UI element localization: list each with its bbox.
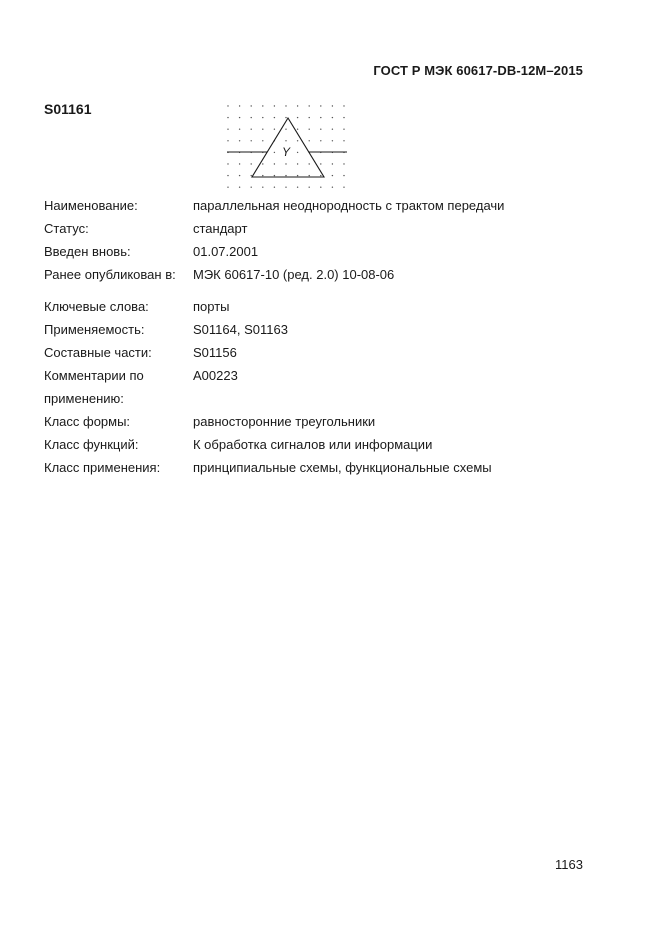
- attribute-label: Наименование:: [44, 198, 138, 213]
- attribute-value: параллельная неоднородность с трактом передачи: [193, 198, 505, 213]
- attribute-row-comments-cont: [44, 387, 504, 410]
- grid-dot: [297, 163, 298, 164]
- grid-dot: [320, 105, 321, 106]
- grid-dot: [227, 117, 228, 118]
- symbol-code: S01161: [44, 101, 92, 117]
- grid-dot: [320, 140, 321, 141]
- attribute-row-status: [44, 217, 504, 240]
- attribute-value: равносторонние треугольники: [193, 414, 376, 429]
- grid-dot: [274, 175, 275, 176]
- grid-dot: [239, 105, 240, 106]
- grid-dot: [227, 129, 228, 130]
- grid-dot: [320, 163, 321, 164]
- grid-dot: [309, 175, 310, 176]
- grid-dot: [274, 105, 275, 106]
- grid-dot: [239, 163, 240, 164]
- attribute-label: Класс функций:: [44, 437, 139, 452]
- attribute-label: Составные части:: [44, 345, 152, 360]
- attribute-label: Статус:: [44, 221, 89, 236]
- attribute-value: 01.07.2001: [193, 244, 259, 259]
- grid-dot: [262, 140, 263, 141]
- attribute-value: МЭК 60617-10 (ред. 2.0) 10-08-06: [193, 267, 395, 282]
- attribute-row-keywords: [44, 295, 504, 318]
- grid-dot: [251, 105, 252, 106]
- attribute-value: A00223: [193, 368, 238, 383]
- grid-dot: [262, 105, 263, 106]
- grid-dot: [320, 117, 321, 118]
- grid-dot: [227, 105, 228, 106]
- grid-dot: [343, 129, 344, 130]
- attribute-row-introduced: [44, 240, 504, 263]
- attribute-row-previously-published: [44, 263, 504, 286]
- grid-dot: [251, 129, 252, 130]
- attribute-label: Ключевые слова:: [44, 299, 149, 314]
- grid-dot: [320, 187, 321, 188]
- attribute-row-comments: [44, 364, 504, 387]
- attribute-value: К обработка сигналов или информации: [193, 437, 433, 452]
- grid-dot: [227, 175, 228, 176]
- attribute-value: принципиальные схемы, функциональные схемы: [193, 460, 492, 475]
- grid-dot: [297, 175, 298, 176]
- grid-dot: [274, 129, 275, 130]
- grid-dot: [251, 140, 252, 141]
- grid-dot: [343, 187, 344, 188]
- grid-dot: [251, 163, 252, 164]
- grid-dot: [285, 117, 286, 118]
- grid-dot: [343, 105, 344, 106]
- grid-dot: [285, 163, 286, 164]
- grid-dot: [343, 163, 344, 164]
- grid-dot: [309, 129, 310, 130]
- figure-letter: Y: [281, 145, 291, 159]
- grid-dot: [343, 117, 344, 118]
- page-number: 1163: [555, 857, 583, 872]
- grid-dot: [332, 163, 333, 164]
- grid-dot: [262, 117, 263, 118]
- grid-dot: [285, 129, 286, 130]
- grid-dot: [297, 117, 298, 118]
- attribute-row-name: [44, 194, 504, 217]
- grid-dot: [320, 175, 321, 176]
- grid-dot: [274, 187, 275, 188]
- grid-dot: [309, 140, 310, 141]
- attribute-value: стандарт: [193, 221, 248, 236]
- grid-dot: [227, 140, 228, 141]
- grid-dot: [297, 129, 298, 130]
- attribute-label: Класс применения:: [44, 460, 161, 475]
- grid-dot: [285, 175, 286, 176]
- grid-dot: [297, 187, 298, 188]
- grid-dot: [274, 163, 275, 164]
- grid-dot: [332, 175, 333, 176]
- grid-dot: [262, 187, 263, 188]
- grid-dot: [285, 105, 286, 106]
- attribute-label: Применяемость:: [44, 322, 145, 337]
- grid-dot: [239, 129, 240, 130]
- attribute-row-application-class: [44, 456, 504, 479]
- grid-dot: [332, 105, 333, 106]
- grid-dot: [332, 117, 333, 118]
- grid-dot: [309, 187, 310, 188]
- grid-dot: [227, 163, 228, 164]
- attribute-label: Введен вновь:: [44, 244, 131, 259]
- grid-dot: [309, 105, 310, 106]
- grid-dot: [262, 163, 263, 164]
- grid-dot: [239, 140, 240, 141]
- grid-dot: [274, 152, 275, 153]
- attribute-label: Комментарии по: [44, 368, 144, 383]
- grid-dot: [343, 175, 344, 176]
- attribute-value: S01164, S01163: [193, 322, 288, 337]
- symbol-figure: [224, 102, 350, 190]
- grid-dot: [262, 129, 263, 130]
- grid-dot: [320, 129, 321, 130]
- attribute-row-applicability: [44, 318, 504, 341]
- grid-dot: [285, 187, 286, 188]
- attribute-row-shape-class: [44, 410, 504, 433]
- attribute-value: S01156: [193, 345, 237, 360]
- grid-dot: [262, 175, 263, 176]
- grid-dot: [343, 140, 344, 141]
- attribute-label: Класс формы:: [44, 414, 131, 429]
- grid-dot: [251, 117, 252, 118]
- attribute-value: порты: [193, 299, 230, 314]
- grid-dot: [274, 117, 275, 118]
- grid-dot: [239, 187, 240, 188]
- attribute-row-components: [44, 341, 504, 364]
- grid-dot: [332, 140, 333, 141]
- attribute-table: [44, 194, 504, 479]
- grid-dot: [251, 187, 252, 188]
- grid-dot: [332, 187, 333, 188]
- grid-dot: [332, 129, 333, 130]
- attribute-label: применению:: [44, 391, 124, 406]
- grid-dot: [239, 117, 240, 118]
- grid-dot: [285, 140, 286, 141]
- grid-dot: [227, 187, 228, 188]
- attribute-row-function-class: [44, 433, 504, 456]
- grid-dot: [297, 140, 298, 141]
- page-header-standard-id: ГОСТ Р МЭК 60617-DB-12М–2015: [373, 63, 583, 78]
- grid-dot: [297, 152, 298, 153]
- grid-dot: [309, 163, 310, 164]
- grid-dot: [309, 117, 310, 118]
- attribute-label: Ранее опубликован в:: [44, 267, 176, 282]
- grid-dot: [297, 105, 298, 106]
- grid-dot: [251, 175, 252, 176]
- grid-dot: [239, 175, 240, 176]
